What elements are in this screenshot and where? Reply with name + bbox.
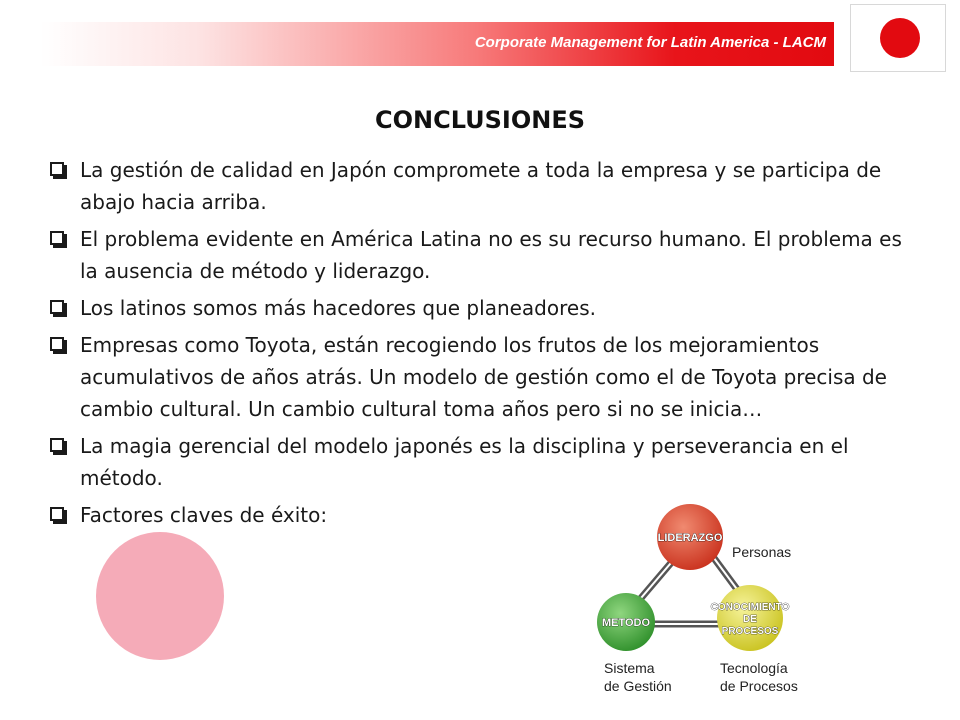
node-conocimiento-label-line1: CONOCIMIENTO	[710, 602, 790, 613]
caption-sistema-line1: Sistema	[604, 660, 655, 676]
page-title: CONCLUSIONES	[374, 106, 586, 134]
caption-personas: Personas	[732, 544, 792, 560]
checkbox-bullet-icon	[50, 300, 64, 314]
checkbox-bullet-icon	[50, 438, 64, 452]
list-item	[44, 329, 914, 425]
bullet-text: Empresas como Toyota, están recogiendo los frutos de los mejoramientos acumulativos de años atrás. Un modelo de gestión como el de Toyota precisa de cambio cultural. Un cambio cultural toma años pero si no se inicia…	[80, 333, 887, 421]
node-conocimiento-label-line3: PROCESOS	[721, 626, 779, 637]
japan-flag-logo	[850, 4, 946, 72]
decorative-circle	[96, 532, 224, 660]
checkbox-bullet-icon	[50, 231, 64, 245]
caption-tecnologia-line1: Tecnología	[720, 660, 788, 676]
node-metodo-label: METODO	[601, 617, 651, 629]
bullet-text: Factores claves de éxito:	[80, 503, 328, 527]
conclusions-list	[44, 154, 914, 536]
checkbox-bullet-icon	[50, 162, 64, 176]
node-conocimiento-label-line2: DE	[743, 614, 757, 625]
bullet-text: La magia gerencial del modelo japonés es la disciplina y perseverancia en el método.	[80, 434, 849, 490]
flag-red-disc-icon	[880, 18, 920, 58]
success-factors-diagram	[580, 500, 850, 710]
checkbox-bullet-icon	[50, 507, 64, 521]
caption-tecnologia-line2: de Procesos	[720, 678, 798, 694]
checkbox-bullet-icon	[50, 337, 64, 351]
list-item	[44, 292, 914, 324]
node-liderazgo-label: LIDERAZGO	[657, 532, 723, 544]
list-item	[44, 223, 914, 287]
bullet-text: La gestión de calidad en Japón compromete a toda la empresa y se participa de abajo hacia arriba.	[80, 158, 882, 214]
caption-sistema-line2: de Gestión	[604, 678, 672, 694]
banner-text: Corporate Management for Latin America - LACM	[474, 34, 826, 51]
bullet-text: El problema evidente en América Latina no es su recurso humano. El problema es la ausencia de método y liderazgo.	[80, 227, 902, 283]
header-banner	[40, 22, 834, 66]
list-item	[44, 154, 914, 218]
bullet-text: Los latinos somos más hacedores que planeadores.	[80, 296, 596, 320]
list-item	[44, 430, 914, 494]
